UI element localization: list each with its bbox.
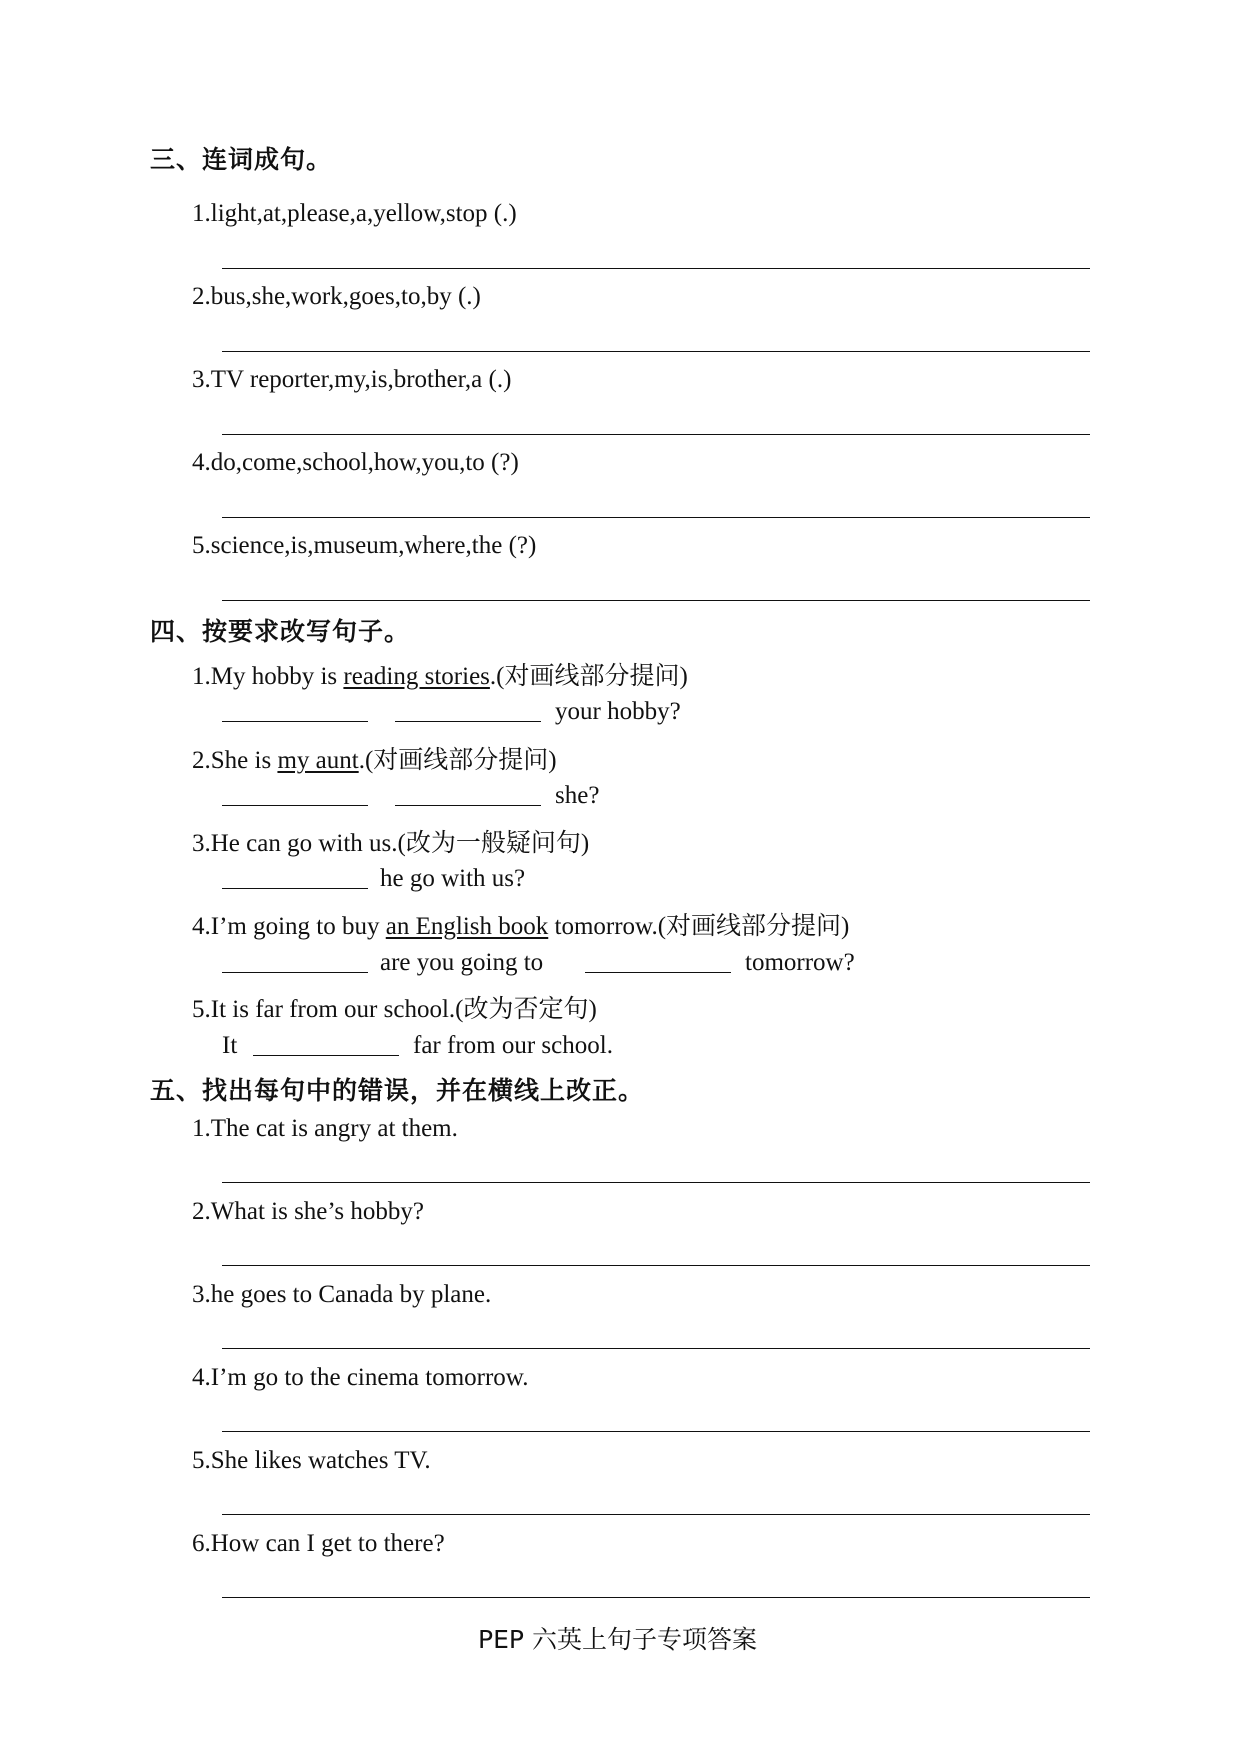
s5-item-2: 2.What is she’s hobby? — [192, 1198, 424, 1225]
s4-q1-blank-2[interactable] — [395, 720, 541, 722]
s4-q2-tail: she? — [555, 782, 600, 809]
s3-answer-line-5[interactable] — [222, 600, 1090, 601]
s5-item-4: 4.I’m go to the cinema tomorrow. — [192, 1364, 529, 1391]
s4-question-2 — [192, 740, 557, 776]
s4-q1-post: .(对画线部分提问) — [489, 663, 688, 690]
s5-answer-line-6[interactable] — [222, 1597, 1090, 1598]
s4-q2-post: .(对画线部分提问) — [358, 747, 557, 774]
s3-answer-line-1[interactable] — [222, 268, 1090, 269]
s4-q1-tail: your hobby? — [555, 698, 681, 725]
s5-answer-line-1[interactable] — [222, 1182, 1090, 1183]
s3-answer-line-2[interactable] — [222, 351, 1090, 352]
s4-q4-pre: 4.I’m going to buy — [192, 913, 386, 940]
s4-q5-lead: It — [222, 1032, 238, 1059]
s4-q4-tail: tomorrow? — [745, 949, 855, 976]
s5-item-3: 3.he goes to Canada by plane. — [192, 1281, 492, 1308]
s3-item-1: 1.light,at,please,a,yellow,stop (.) — [192, 200, 517, 227]
s5-answer-line-4[interactable] — [222, 1431, 1090, 1432]
s4-q5-tail: far from our school. — [413, 1032, 613, 1059]
s3-answer-line-4[interactable] — [222, 517, 1090, 518]
s5-item-1: 1.The cat is angry at them. — [192, 1115, 458, 1142]
s4-q4-post: tomorrow.(对画线部分提问) — [548, 913, 850, 940]
s4-q4-blank-1[interactable] — [222, 971, 368, 973]
s4-question-4 — [192, 906, 849, 942]
s4-q4-mid: are you going to — [380, 949, 544, 976]
s4-q4-underlined: an English book — [385, 913, 549, 940]
s5-item-5: 5.She likes watches TV. — [192, 1447, 431, 1474]
section-5-title: 五、找出每句中的错误，并在横线上改正。 — [150, 1076, 645, 1105]
s4-q5-blank-1[interactable] — [253, 1054, 399, 1056]
s4-q2-blank-2[interactable] — [395, 804, 541, 806]
s4-q2-underlined: my aunt — [277, 747, 359, 774]
s4-q1-underlined: reading stories — [343, 663, 490, 690]
s5-answer-line-2[interactable] — [222, 1265, 1090, 1266]
s4-q3-blank-1[interactable] — [222, 887, 368, 889]
s4-q1-blank-1[interactable] — [222, 720, 368, 722]
s4-q1-pre: 1.My hobby is — [192, 663, 344, 690]
s4-q4-blank-2[interactable] — [585, 971, 731, 973]
s5-answer-line-3[interactable] — [222, 1348, 1090, 1349]
s4-q2-pre: 2.She is — [192, 747, 278, 774]
section-3-title: 三、连词成句。 — [150, 145, 333, 174]
s3-item-5: 5.science,is,museum,where,the (?) — [192, 532, 537, 559]
section-4-title: 四、按要求改写句子。 — [150, 617, 411, 646]
s4-question-3: 3.He can go with us.(改为一般疑问句) — [192, 830, 590, 857]
s3-item-2: 2.bus,she,work,goes,to,by (.) — [192, 283, 481, 310]
s3-item-4: 4.do,come,school,how,you,to (?) — [192, 449, 519, 476]
s4-question-1 — [192, 656, 688, 692]
s4-q3-tail: he go with us? — [380, 865, 526, 892]
s5-answer-line-5[interactable] — [222, 1514, 1090, 1515]
s3-answer-line-3[interactable] — [222, 434, 1090, 435]
answer-key-heading: PEP 六英上句子专项答案 — [478, 1625, 757, 1654]
s4-question-5: 5.It is far from our school.(改为否定句) — [192, 996, 597, 1023]
s3-item-3: 3.TV reporter,my,is,brother,a (.) — [192, 366, 512, 393]
s4-q2-blank-1[interactable] — [222, 804, 368, 806]
s5-item-6: 6.How can I get to there? — [192, 1530, 445, 1557]
